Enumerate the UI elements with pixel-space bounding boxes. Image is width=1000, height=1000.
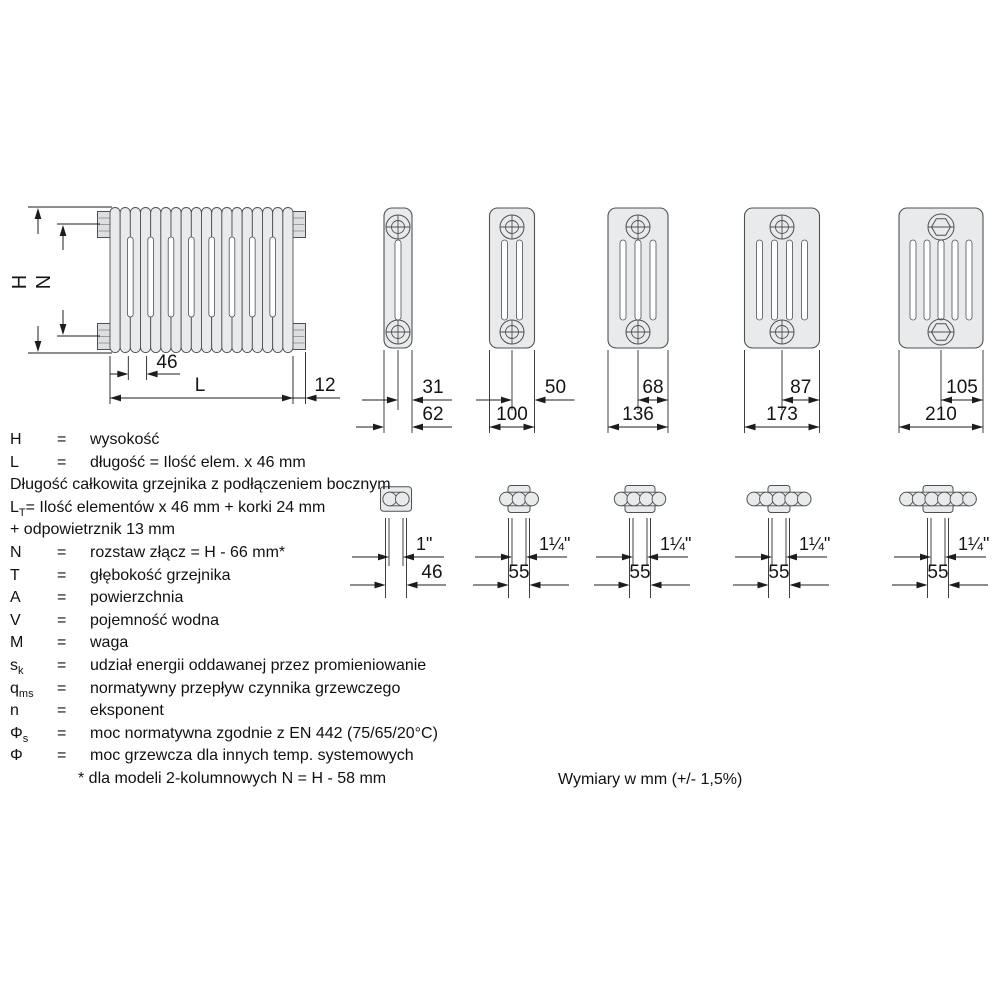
connection-size-label: 1¼" — [660, 534, 692, 554]
full-depth-label: 136 — [622, 404, 654, 425]
top-view-unit-4col — [594, 486, 691, 599]
element-gap — [250, 237, 256, 317]
legend-definition: pojemność wodna — [90, 611, 219, 629]
dim-arrow — [745, 424, 756, 431]
half-depth-label: 105 — [946, 377, 978, 398]
dim-arrow — [60, 324, 67, 335]
legend-equals: = — [57, 656, 67, 674]
legend-definition: moc normatywna zgodnie z EN 442 (75/65/20°C) — [90, 724, 438, 742]
legend-row-8 — [10, 610, 555, 633]
legend-row-15 — [10, 768, 555, 791]
height-label: H — [9, 274, 31, 290]
dim-arrow — [920, 554, 931, 561]
legend-equals: = — [57, 431, 67, 448]
dim-arrow — [110, 395, 121, 402]
dim-arrow — [501, 397, 512, 404]
tube-circle — [925, 492, 939, 506]
connection-size-label: 1¼" — [539, 534, 571, 554]
legend-text: Długość całkowita grzejnika z podłączeniem bocznym — [10, 476, 391, 494]
dim-arrow — [786, 554, 797, 561]
half-depth-label: 50 — [544, 377, 567, 398]
legend-equals: = — [57, 724, 67, 742]
top-view-unit-5col — [733, 486, 830, 599]
tube-circle — [640, 492, 654, 506]
tube-circle — [772, 492, 786, 506]
tube-circle — [614, 492, 628, 506]
section-slot — [787, 240, 793, 320]
section-slot — [910, 240, 916, 320]
dim-arrow — [949, 582, 960, 589]
pitch-label: 55 — [629, 562, 651, 583]
legend-row-3 — [10, 497, 555, 520]
dim-arrow — [282, 395, 293, 402]
side-connection-plug — [293, 212, 306, 238]
connection-size-label: 1¼" — [958, 534, 990, 554]
dim-arrow — [758, 582, 769, 589]
side-connection-plug — [293, 324, 306, 350]
legend-equals: = — [57, 589, 67, 607]
element-pitch-label: 46 — [156, 352, 178, 373]
tube-circle — [938, 492, 952, 506]
section-slot — [620, 240, 626, 320]
tube-circle — [760, 492, 774, 506]
section-slot — [517, 240, 523, 320]
section-slot — [757, 240, 763, 320]
section-slot — [635, 240, 641, 320]
dim-arrow — [790, 582, 801, 589]
full-depth-label: 62 — [422, 404, 444, 425]
legend-definition: wysokość — [90, 431, 160, 448]
legend-symbol: V — [10, 611, 21, 629]
full-depth-label: 173 — [766, 404, 798, 425]
connection-size-label: 1¼" — [799, 534, 831, 554]
dim-arrow — [761, 554, 772, 561]
dim-arrow — [899, 424, 910, 431]
dim-arrow — [412, 397, 423, 404]
legend-symbol: M — [10, 634, 24, 652]
dim-arrow — [809, 424, 820, 431]
half-depth-label: 68 — [642, 377, 664, 398]
legend-symbol: $s_k$ — [10, 656, 24, 678]
element-gap — [148, 237, 154, 317]
legend-symbol: $q_{ms}$ — [10, 679, 34, 700]
half-depth-label: 87 — [790, 377, 812, 398]
section-slot — [966, 240, 972, 320]
legend-row-5 — [10, 542, 555, 565]
legend-row-13 — [10, 723, 555, 746]
dim-arrow — [619, 582, 630, 589]
tube-circle — [950, 492, 964, 506]
dim-arrow — [117, 371, 128, 378]
radiator-tube — [110, 208, 120, 353]
element-gap — [168, 237, 174, 317]
legend-equals: = — [57, 566, 67, 584]
legend-equals: = — [57, 634, 67, 652]
dimensions-tolerance-note: Wymiary w mm (+/- 1,5%) — [558, 771, 743, 788]
tube-circle — [963, 492, 977, 506]
dim-arrow — [608, 424, 619, 431]
legend-row-4 — [10, 519, 555, 542]
legend-symbol: $L_T$ — [10, 498, 26, 519]
side-view-unit-3col — [476, 208, 575, 433]
legend-row-12 — [10, 700, 555, 723]
tube-circle — [627, 492, 641, 506]
legend-definition: moc grzewcza dla innych temp. systemowych — [90, 747, 414, 765]
legend-row-2 — [10, 474, 555, 497]
section-slot — [952, 240, 958, 320]
legend-definition: powierzchnia — [90, 589, 184, 607]
dim-arrow — [622, 554, 633, 561]
pitch-label: 46 — [421, 562, 443, 583]
legend-definition: rozstaw złącz = H - 66 mm* — [90, 543, 286, 561]
legend-row-0 — [10, 429, 555, 452]
legend-definition: = Ilość elementów x 46 mm + korki 24 mm — [25, 498, 326, 516]
legend-row-10 — [10, 655, 555, 678]
length-label: L — [194, 375, 206, 396]
dim-arrow — [945, 554, 956, 561]
tube-circle — [912, 492, 926, 506]
dim-arrow — [647, 554, 658, 561]
side-view-unit-2col — [356, 208, 452, 433]
full-depth-label: 100 — [496, 404, 528, 425]
dim-arrow — [657, 424, 668, 431]
side-view-unit-5col — [745, 208, 820, 433]
connection-size-label: 1" — [416, 534, 433, 554]
side-view-unit-6col — [899, 208, 983, 433]
legend-symbol: $\Phi_s$ — [10, 724, 29, 745]
legend-text: * dla modeli 2-kolumnowych N = H - 58 mm — [78, 769, 387, 787]
legend-symbol: Φ — [10, 747, 23, 765]
legend-row-14 — [10, 745, 555, 768]
legend-equals: = — [57, 611, 67, 629]
legend-definition: długość = Ilość elem. x 46 mm — [90, 453, 306, 471]
legend-symbol: n — [10, 702, 19, 720]
dim-arrow — [917, 582, 928, 589]
section-slot — [502, 240, 508, 320]
front-view — [9, 207, 340, 404]
legend-row-6 — [10, 565, 555, 588]
pitch-label: 55 — [768, 562, 790, 583]
dim-arrow — [535, 397, 546, 404]
legend-symbol: T — [10, 566, 20, 584]
legend-equals: = — [57, 679, 67, 697]
section-slot — [395, 240, 401, 320]
legend-equals: = — [57, 702, 67, 720]
dim-arrow — [387, 397, 398, 404]
legend-definition: głębokość grzejnika — [90, 566, 231, 584]
legend-definition: eksponent — [90, 702, 164, 720]
element-gap — [189, 237, 195, 317]
legend-text: + odpowietrznik 13 mm — [10, 521, 175, 539]
dim-arrow — [35, 341, 42, 352]
section-slot — [802, 240, 808, 320]
legend-row-9 — [10, 632, 555, 655]
legend-equals: = — [57, 543, 67, 561]
section-slot — [650, 240, 656, 320]
dim-arrow — [972, 424, 983, 431]
legend-definition: waga — [90, 634, 129, 652]
full-depth-label: 210 — [925, 404, 957, 425]
section-slot — [772, 240, 778, 320]
legend-equals: = — [57, 747, 67, 765]
legend-equals: = — [57, 453, 67, 471]
legend-row-11 — [10, 678, 555, 701]
dim-arrow — [60, 225, 67, 236]
dim-arrow — [35, 208, 42, 219]
legend-row-7 — [10, 587, 555, 610]
half-depth-label: 31 — [422, 377, 444, 398]
end-cap-label: 12 — [314, 375, 336, 396]
side-view-unit-4col — [608, 208, 668, 433]
pitch-label: 55 — [508, 562, 530, 583]
tube-circle — [747, 492, 761, 506]
top-view-unit-6col — [892, 486, 989, 599]
element-gap — [128, 237, 134, 317]
legend-symbol: A — [10, 589, 21, 607]
element-gap — [209, 237, 215, 317]
tube-circle — [652, 492, 666, 506]
pitch-label: 55 — [927, 562, 949, 583]
legend-symbol: N — [10, 543, 22, 561]
tube-circle — [797, 492, 811, 506]
dim-arrow — [651, 582, 662, 589]
section-slot — [938, 240, 944, 320]
legend-definition: udział energii oddawanej przez promieniowanie — [90, 656, 427, 674]
element-gap — [229, 237, 235, 317]
legend-row-1 — [10, 452, 555, 475]
tube-circle — [785, 492, 799, 506]
legend-definition: normatywny przepływ czynnika grzewczego — [90, 679, 401, 697]
tube-circle — [900, 492, 914, 506]
legend — [10, 429, 555, 791]
section-slot — [924, 240, 930, 320]
element-gap — [270, 237, 276, 317]
radiator-tube — [283, 208, 293, 353]
legend-symbol: L — [10, 453, 19, 471]
legend-symbol: H — [10, 431, 22, 448]
axis-spacing-label: N — [33, 274, 55, 290]
